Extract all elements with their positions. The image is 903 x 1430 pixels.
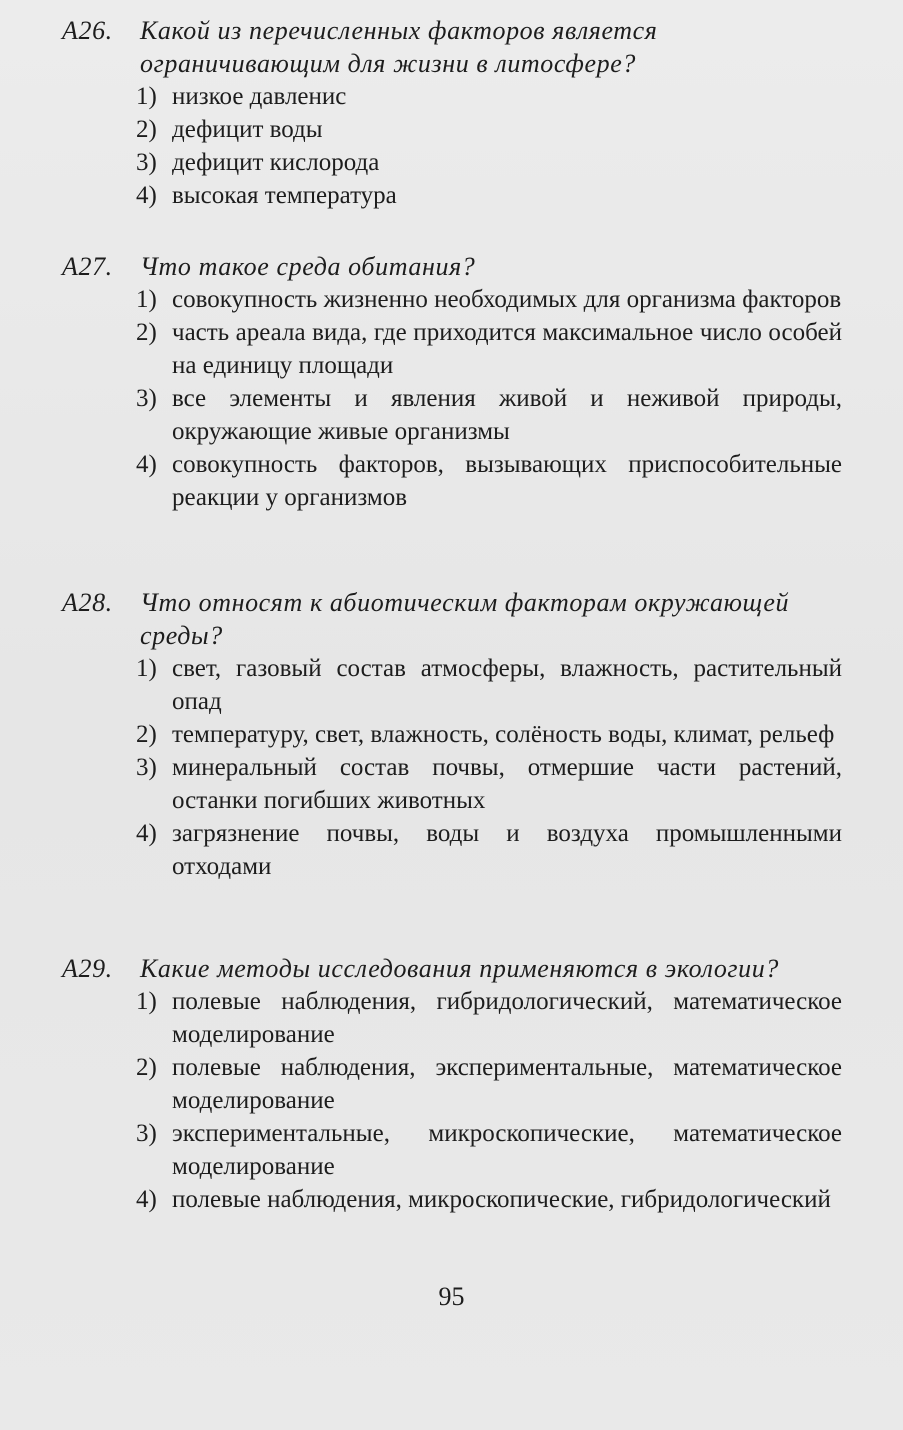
answer-options [62, 80, 842, 212]
option-number: 3) [136, 754, 157, 781]
question-header [62, 586, 842, 652]
option-number: 3) [136, 385, 157, 412]
question-text: Что такое среда обитания? [140, 252, 476, 281]
answer-options [62, 985, 842, 1216]
option-number: 3) [136, 1120, 157, 1147]
option-text: все элементы и явления живой и неживой природы, окружающие живые организмы [172, 385, 842, 445]
option-number: 1) [136, 655, 157, 682]
question-text: Какой из перечисленных факторов является ограничивающим для жизни в литосфере? [140, 16, 658, 78]
option-text: совокупность факторов, вызывающих приспособительные реакции у организмов [172, 451, 842, 511]
option-number: 4) [136, 451, 157, 478]
answer-option [136, 146, 842, 179]
question-text: Что относят к абиотическим факторам окружающей среды? [140, 588, 790, 650]
answer-option [136, 448, 842, 514]
question-header [62, 250, 842, 283]
answer-option [136, 113, 842, 146]
answer-option [136, 718, 842, 751]
answer-option [136, 817, 842, 883]
option-number: 1) [136, 83, 157, 110]
option-text: экспериментальные, микроскопические, математическое моделирование [172, 1120, 842, 1180]
option-number: 2) [136, 721, 157, 748]
question-number: А28. [62, 588, 113, 617]
option-number: 2) [136, 319, 157, 346]
page-number: 95 [438, 1282, 465, 1311]
option-number: 4) [136, 1186, 157, 1213]
answer-option [136, 1051, 842, 1117]
answer-option [136, 316, 842, 382]
question-a29 [62, 952, 842, 1216]
question-header [62, 14, 842, 80]
option-number: 1) [136, 988, 157, 1015]
answer-option [136, 751, 842, 817]
option-text: часть ареала вида, где приходится максимальное число особей на единицу площади [172, 319, 842, 379]
question-number: А26. [62, 16, 113, 45]
option-number: 2) [136, 116, 157, 143]
option-text: дефицит кислорода [172, 149, 380, 176]
option-number: 4) [136, 182, 157, 209]
question-text: Какие методы исследования применяются в экологии? [140, 954, 779, 983]
option-text: свет, газовый состав атмосферы, влажность, растительный опад [172, 655, 842, 715]
question-a28 [62, 586, 842, 883]
answer-option [136, 80, 842, 113]
option-text: совокупность жизненно необходимых для организма факторов [172, 286, 842, 313]
option-number: 1) [136, 286, 157, 313]
answer-option [136, 985, 842, 1051]
answer-option [136, 283, 842, 316]
option-number: 2) [136, 1054, 157, 1081]
option-text: полевые наблюдения, гибридологический, математическое моделирование [172, 988, 842, 1048]
option-number: 3) [136, 149, 157, 176]
option-text: полевые наблюдения, микроскопические, гибридологический [172, 1186, 831, 1213]
option-text: дефицит воды [172, 116, 323, 143]
answer-option [136, 179, 842, 212]
answer-option [136, 382, 842, 448]
question-a27 [62, 250, 842, 514]
answer-options [62, 283, 842, 514]
option-text: полевые наблюдения, экспериментальные, математическое моделирование [172, 1054, 842, 1114]
option-text: загрязнение почвы, воды и воздуха промышленными отходами [172, 820, 842, 880]
question-number: А29. [62, 954, 113, 983]
option-text: минеральный состав почвы, отмершие части растений, останки погибших животных [172, 754, 842, 814]
option-text: высокая температура [172, 182, 397, 209]
question-number: А27. [62, 252, 113, 281]
answer-option [136, 1183, 842, 1216]
answer-options [62, 652, 842, 883]
answer-option [136, 1117, 842, 1183]
option-number: 4) [136, 820, 157, 847]
option-text: низкое давленис [172, 83, 347, 110]
option-text: температуру, свет, влажность, солёность воды, климат, рельеф [172, 721, 835, 748]
question-header [62, 952, 842, 985]
answer-option [136, 652, 842, 718]
question-a26 [62, 14, 842, 212]
